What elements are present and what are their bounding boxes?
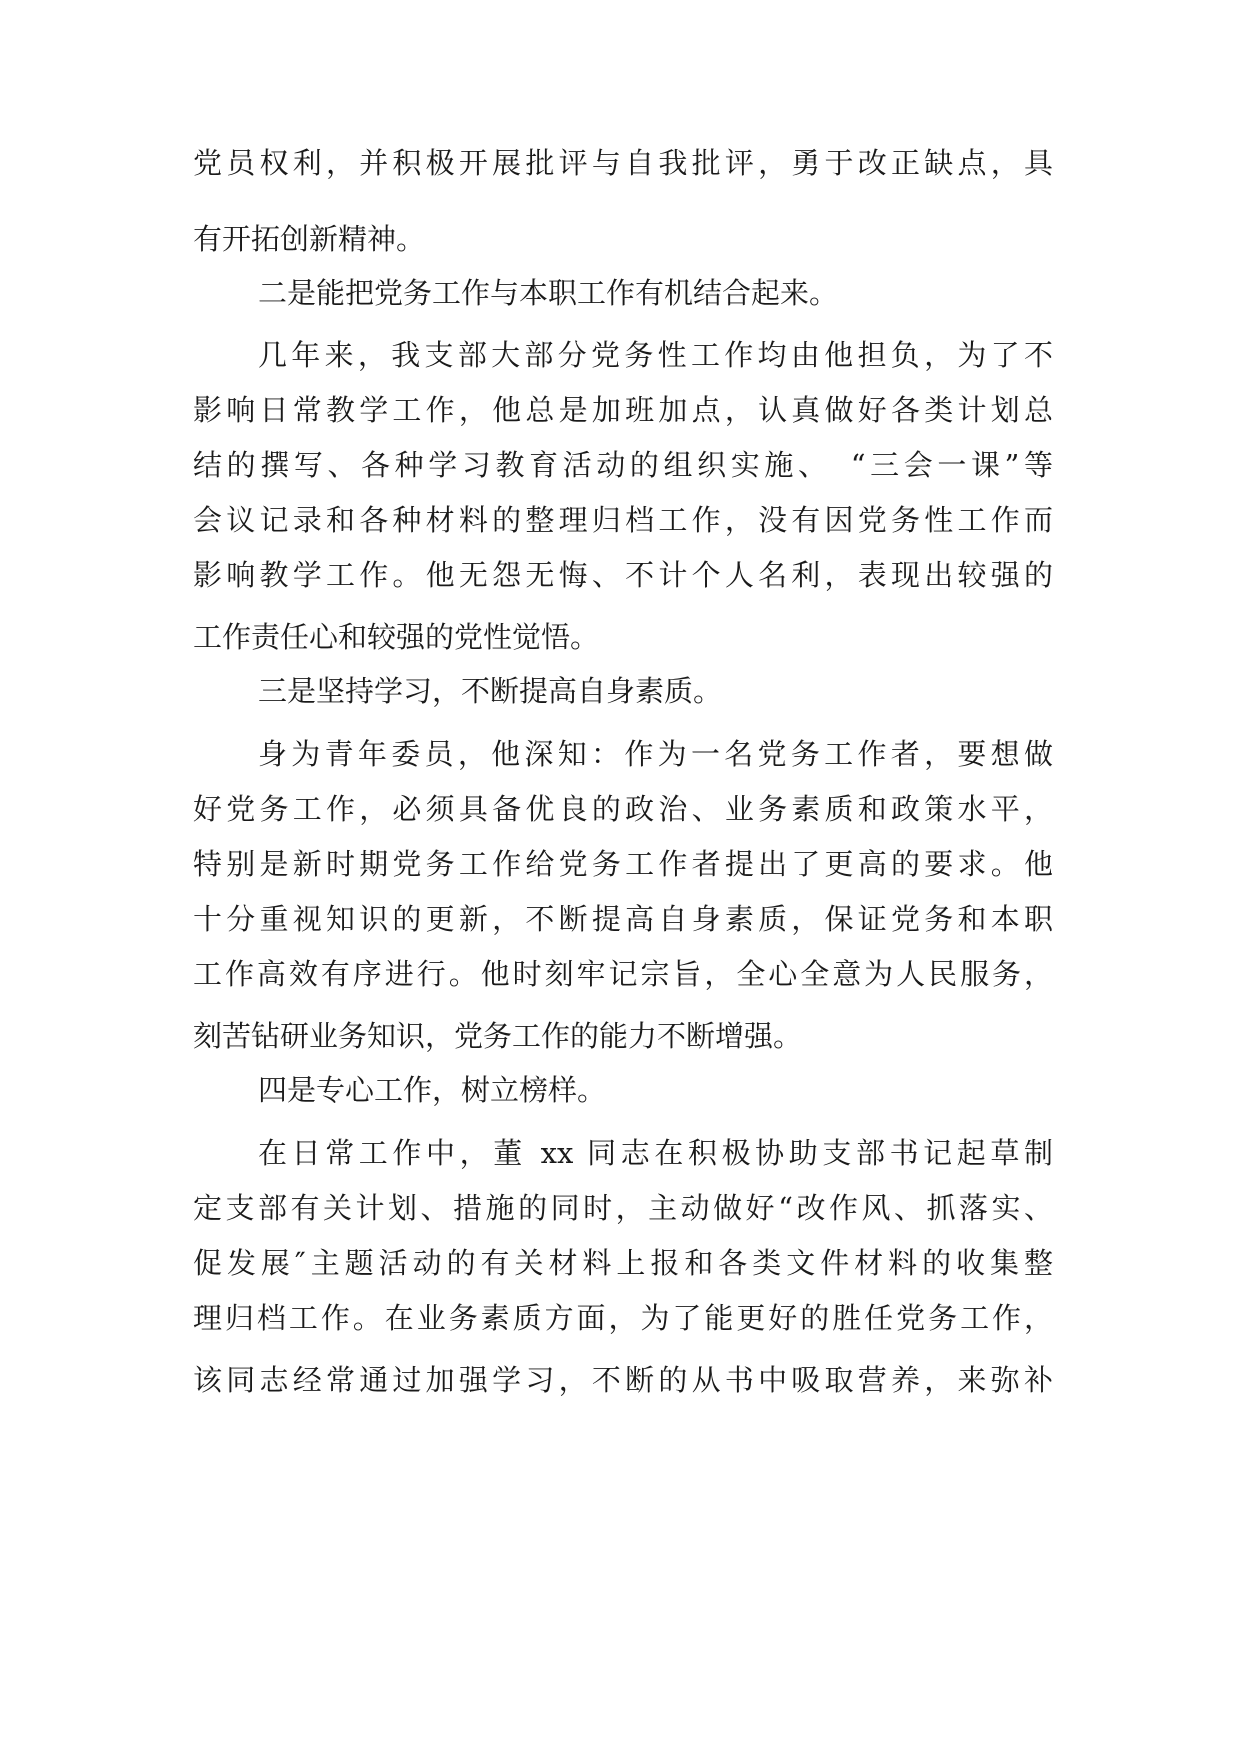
text-line-11: 身为青年委员，他深知：作为一名党务工作者，要想做 [258, 737, 1053, 771]
text-line-20: 促发展″主题活动的有关材料上报和各类文件材料的收集整 [193, 1246, 1053, 1280]
text-line-6: 结的撰写、各种学习教育活动的组织实施、 “三会一课”等 [193, 448, 1053, 482]
text-line-9: 工作责任心和较强的党性觉悟。 [193, 620, 600, 654]
text-line-4: 几年来，我支部大部分党务性工作均由他担负，为了不 [258, 338, 1053, 372]
text-line-21: 理归档工作。在业务素质方面，为了能更好的胜任党务工作， [193, 1301, 1053, 1335]
section-heading-2: 二是能把党务工作与本职工作有机结合起来。 [258, 276, 839, 310]
section-heading-4: 四是专心工作，树立榜样。 [258, 1073, 607, 1107]
text-line-12: 好党务工作，必须具备优良的政治、业务素质和政策水平， [193, 792, 1053, 826]
text-line-14: 十分重视知识的更新，不断提高自身素质，保证党务和本职 [193, 902, 1053, 936]
text-line-7: 会议记录和各种材料的整理归档工作，没有因党务性工作而 [193, 503, 1053, 537]
text-line-8: 影响教学工作。他无怨无悔、不计个人名利，表现出较强的 [193, 558, 1053, 592]
text-line-19: 定支部有关计划、措施的同时，主动做好“改作风、抓落实、 [193, 1191, 1053, 1225]
section-heading-3: 三是坚持学习，不断提高自身素质。 [258, 674, 723, 708]
text-line-16: 刻苦钻研业务知识，党务工作的能力不断增强。 [193, 1019, 803, 1053]
text-line-18: 在日常工作中，董 xx 同志在积极协助支部书记起草制 [258, 1136, 1053, 1170]
text-line-13: 特别是新时期党务工作给党务工作者提出了更高的要求。他 [193, 847, 1053, 881]
text-line-22: 该同志经常通过加强学习，不断的从书中吸取营养，来弥补 [193, 1363, 1053, 1397]
text-line-2: 有开拓创新精神。 [193, 222, 426, 256]
text-line-5: 影响日常教学工作，他总是加班加点，认真做好各类计划总 [193, 393, 1053, 427]
text-line-1: 党员权利，并积极开展批评与自我批评，勇于改正缺点，具 [193, 146, 1053, 180]
text-line-15: 工作高效有序进行。他时刻牢记宗旨，全心全意为人民服务， [193, 957, 1053, 991]
